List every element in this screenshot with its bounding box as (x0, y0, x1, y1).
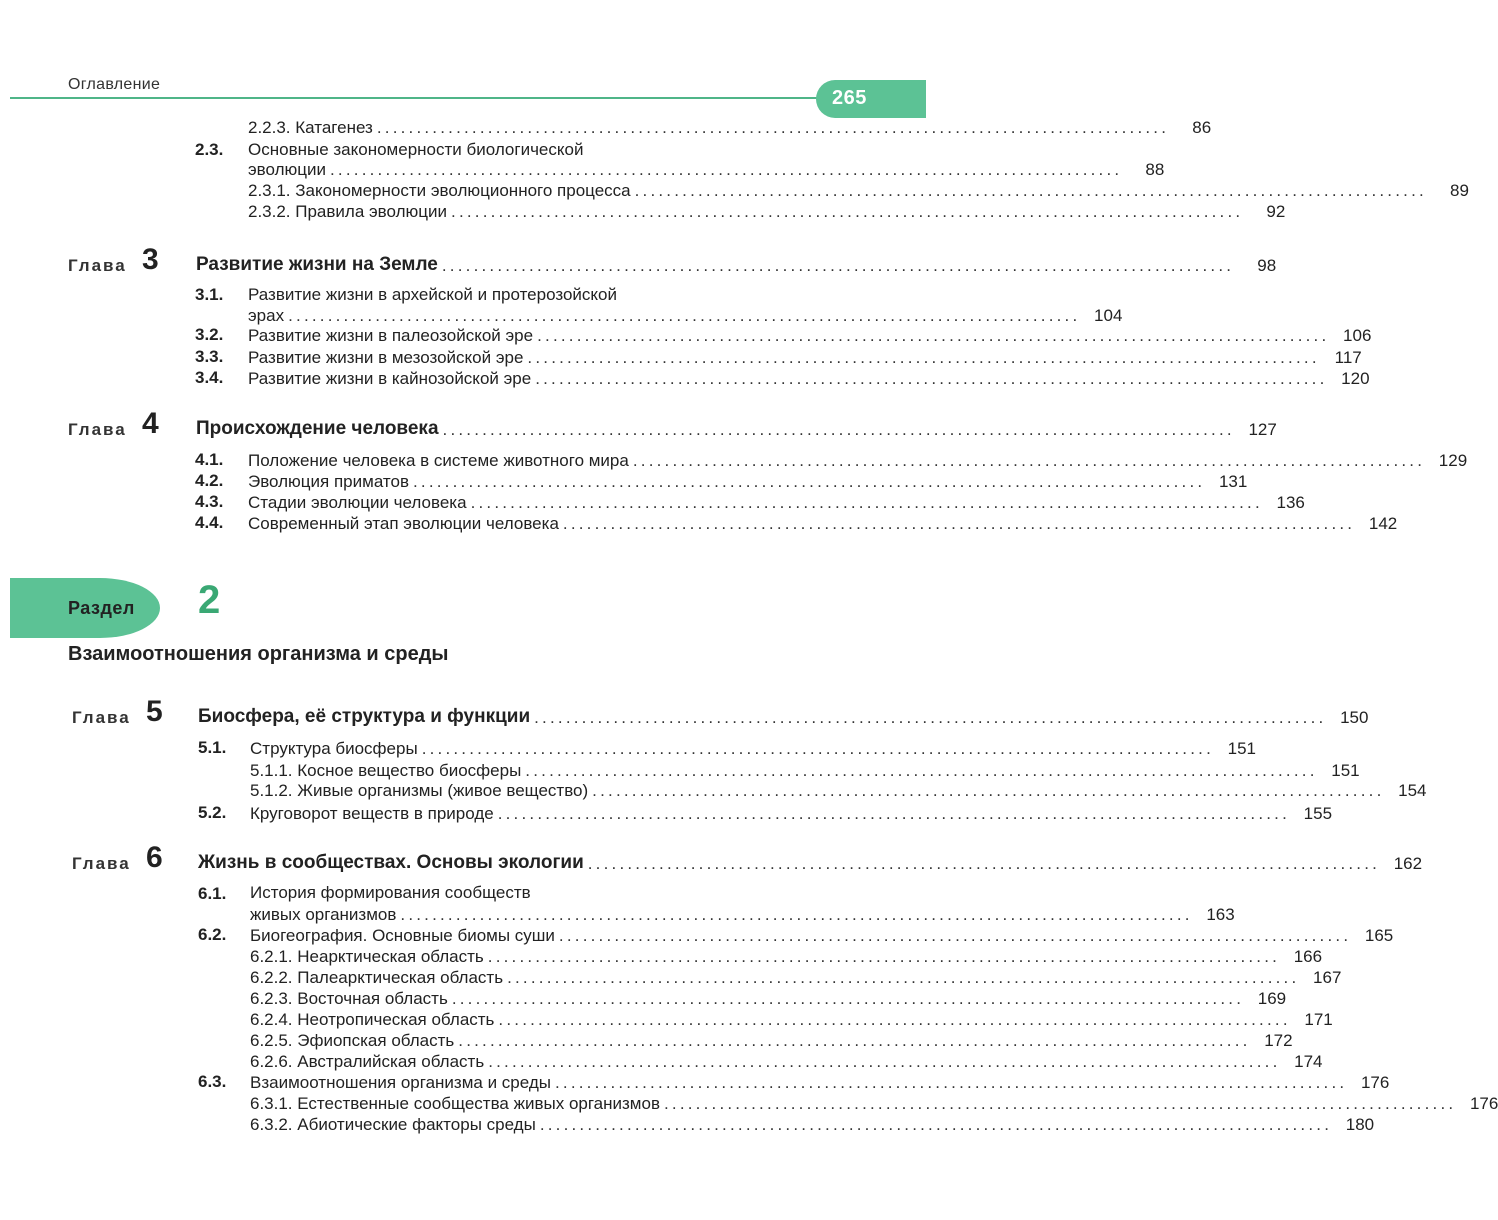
toc-entry[interactable] (250, 737, 1257, 759)
toc-entry-page: 154 (1398, 781, 1427, 800)
toc-entry-page: 165 (1364, 926, 1394, 945)
chapter-entry[interactable] (198, 702, 1369, 728)
toc-entry-title: Стадии эволюции человека (248, 493, 467, 512)
toc-entry-number: 6.2. (198, 925, 227, 944)
dot-leader: .................................................................................................... (451, 202, 1244, 221)
dot-leader: .................................................................................................... (537, 326, 1330, 345)
dot-leader: .................................................................................................... (497, 804, 1291, 823)
chapter-label: Глава (72, 854, 131, 873)
toc-entry-title: 6.2.6. Австралийская область (250, 1052, 485, 1071)
toc-entry[interactable] (250, 924, 1394, 946)
toc-entry-title: 5.1.1. Косное вещество биосферы (250, 761, 522, 780)
chapter-entry[interactable] (196, 250, 1277, 276)
toc-entry[interactable] (250, 1071, 1390, 1093)
toc-entry-number: 3.2. (195, 325, 224, 344)
dot-leader: .................................................................................................... (451, 989, 1245, 1008)
toc-entry-page: 129 (1438, 451, 1468, 470)
section-number: 2 (198, 578, 221, 622)
dot-leader: .................................................................................................... (634, 181, 1427, 200)
toc-entry-number: 6.1. (198, 884, 227, 903)
dot-leader: .................................................................................................... (663, 1094, 1457, 1113)
toc-entry-number: 2.3. (195, 140, 224, 159)
toc-entry[interactable] (248, 158, 1165, 180)
toc-entry-page: 180 (1345, 1115, 1375, 1134)
toc-entry[interactable] (250, 1050, 1323, 1072)
chapter-entry[interactable] (196, 414, 1277, 440)
toc-entry-title: 2.3.1. Закономерности эволюционного процесса (248, 181, 631, 200)
toc-entry[interactable] (248, 470, 1248, 492)
toc-entry-page: 163 (1206, 905, 1235, 924)
toc-entry-number: 4.2. (195, 471, 224, 490)
section-label: Раздел (68, 598, 135, 618)
chapter-title: Жизнь в сообществах. Основы экологии (198, 852, 584, 873)
toc-entry-page: 151 (1331, 761, 1360, 780)
toc-entry-title: 6.3.2. Абиотические факторы среды (250, 1115, 536, 1134)
dot-leader: .................................................................................................... (632, 451, 1426, 470)
dot-leader: .................................................................................................... (498, 1010, 1291, 1029)
toc-entry-page: 92 (1266, 202, 1286, 221)
toc-entry-page: 171 (1304, 1010, 1333, 1029)
chapter-number: 4 (142, 407, 159, 440)
chapter-title: Происхождение человека (196, 418, 439, 439)
toc-entry-title: 6.2.4. Неотропическая область (250, 1010, 495, 1029)
toc-entry-page: 172 (1264, 1031, 1293, 1050)
dot-leader: .................................................................................................... (488, 1052, 1281, 1071)
toc-entry[interactable] (248, 304, 1123, 326)
dot-leader: .................................................................................................... (592, 781, 1385, 800)
toc-entry-number: 4.1. (195, 450, 224, 469)
toc-entry-title[interactable]: Развитие жизни в архейской и протерозойской (248, 285, 617, 304)
toc-entry-title: 6.3.1. Естественные сообщества живых организмов (250, 1094, 660, 1113)
toc-entry-title: 5.1.2. Живые организмы (живое вещество) (250, 781, 589, 800)
dot-leader: .................................................................................................... (330, 160, 1123, 179)
toc-entry-title: эрах (248, 306, 285, 325)
chapter-number: 5 (146, 695, 163, 728)
chapter-title: Биосфера, её структура и функции (198, 706, 531, 727)
toc-entry[interactable] (250, 1008, 1333, 1030)
toc-entry-title: Круговорот веществ в природе (250, 804, 494, 823)
toc-entry[interactable] (248, 449, 1468, 471)
chapter-label: Глава (68, 256, 127, 275)
dot-leader: .................................................................................................... (487, 947, 1281, 966)
toc-entry-title: Взаимоотношения организма и среды (250, 1073, 551, 1092)
toc-entry-page: 176 (1469, 1094, 1498, 1113)
toc-entry-number: 5.2. (198, 803, 227, 822)
toc-entry[interactable] (250, 1029, 1293, 1051)
dot-leader: .................................................................................................... (562, 514, 1356, 533)
toc-entry-title: Развитие жизни в палеозойской эре (248, 326, 534, 345)
toc-entry-title: Структура биосферы (250, 739, 418, 758)
toc-entry-title: 2.3.2. Правила эволюции (248, 202, 448, 221)
toc-entry-title: Развитие жизни в мезозойской эре (248, 348, 524, 367)
toc-entry[interactable] (250, 987, 1287, 1009)
dot-leader: .................................................................................................... (288, 306, 1081, 325)
toc-entry-number: 4.4. (195, 513, 224, 532)
page-number: 265 (832, 87, 867, 109)
chapter-number: 6 (146, 841, 163, 874)
toc-entry-number: 6.3. (198, 1072, 227, 1091)
dot-leader: .................................................................................................... (534, 708, 1327, 727)
dot-leader: .................................................................................................... (525, 761, 1318, 780)
toc-entry-page: 176 (1360, 1073, 1390, 1092)
chapter-page: 98 (1257, 256, 1277, 275)
dot-leader: .................................................................................................... (376, 118, 1170, 137)
chapter-page: 162 (1393, 854, 1423, 873)
toc-entry-number: 5.1. (198, 738, 227, 757)
toc-entry-page: 169 (1257, 989, 1287, 1008)
toc-entry-page: 104 (1094, 306, 1123, 325)
toc-entry-page: 142 (1368, 514, 1398, 533)
chapter-label: Глава (68, 420, 127, 439)
toc-entry[interactable] (248, 200, 1286, 222)
chapter-label: Глава (72, 708, 131, 727)
toc-entry-page: 174 (1294, 1052, 1323, 1071)
toc-entry-title: Биогеография. Основные биомы суши (250, 926, 555, 945)
toc-entry-title: Эволюция приматов (248, 472, 409, 491)
toc-entry[interactable] (248, 491, 1305, 513)
toc-entry-page: 166 (1293, 947, 1323, 966)
toc-entry[interactable] (250, 759, 1360, 781)
toc-entry-title: 6.2.1. Неарктическая область (250, 947, 484, 966)
toc-entry-page: 131 (1218, 472, 1248, 491)
toc-entry-page: 155 (1303, 804, 1333, 823)
toc-entry[interactable] (250, 1092, 1498, 1114)
toc-entry-number: 4.3. (195, 492, 224, 511)
toc-entry-title: Современный этап эволюции человека (248, 514, 559, 533)
dot-leader: .................................................................................................... (421, 739, 1215, 758)
chapter-number: 3 (142, 243, 159, 276)
toc-entry-page: 117 (1334, 348, 1362, 367)
toc-entry-page: 167 (1313, 968, 1342, 987)
toc-entry[interactable] (248, 324, 1372, 346)
toc-entry-page: 136 (1276, 493, 1305, 512)
dot-leader: .................................................................................................... (554, 1073, 1348, 1092)
toc-entry-title: 2.2.3. Катагенез (248, 118, 373, 137)
running-header-title: Оглавление (68, 76, 161, 93)
toc-entry-title[interactable]: Основные закономерности биологической (248, 140, 584, 159)
toc-entry[interactable] (250, 779, 1427, 801)
dot-leader: .................................................................................................... (539, 1115, 1333, 1134)
toc-entry-page: 88 (1145, 160, 1165, 179)
toc-entry-title: 6.2.5. Эфиопская область (250, 1031, 455, 1050)
toc-entry[interactable] (248, 116, 1212, 138)
toc-entry-page: 86 (1192, 118, 1212, 137)
toc-entry[interactable] (248, 346, 1362, 368)
toc-entry[interactable] (250, 945, 1323, 967)
toc-entry-number: 3.3. (195, 347, 224, 366)
header-rule (10, 97, 850, 99)
dot-leader: .................................................................................................... (558, 926, 1352, 945)
dot-leader: .................................................................................................... (507, 968, 1300, 987)
dot-leader: .................................................................................................... (587, 854, 1381, 873)
dot-leader: .................................................................................................... (535, 369, 1328, 388)
dot-leader: .................................................................................................... (527, 348, 1320, 367)
toc-entry-title: живых организмов (250, 905, 397, 924)
toc-entry-title[interactable]: История формирования сообществ (250, 883, 531, 902)
toc-entry-title: 6.2.2. Палеарктическая область (250, 968, 504, 987)
dot-leader: .................................................................................................... (400, 905, 1193, 924)
toc-entry[interactable] (248, 512, 1398, 534)
dot-leader: .................................................................................................... (412, 472, 1206, 491)
toc-entry-title: эволюции (248, 160, 326, 179)
dot-leader: .................................................................................................... (442, 420, 1235, 439)
toc-entry[interactable] (250, 966, 1342, 988)
toc-entry[interactable] (250, 1113, 1375, 1135)
toc-entry[interactable] (250, 802, 1333, 824)
chapter-title: Развитие жизни на Земле (196, 254, 438, 275)
dot-leader: .................................................................................................... (458, 1031, 1251, 1050)
dot-leader: .................................................................................................... (441, 256, 1235, 275)
toc-entry[interactable] (250, 903, 1235, 925)
toc-entry-title: 6.2.3. Восточная область (250, 989, 448, 1008)
chapter-page: 127 (1248, 420, 1277, 439)
toc-entry-page: 120 (1341, 369, 1370, 388)
section-title[interactable]: Взаимоотношения организма и среды (68, 643, 449, 665)
toc-entry[interactable] (248, 367, 1370, 389)
toc-entry-title: Развитие жизни в кайнозойской эре (248, 369, 532, 388)
dot-leader: .................................................................................................... (470, 493, 1263, 512)
toc-entry-number: 3.1. (195, 285, 224, 304)
toc-entry-number: 3.4. (195, 368, 224, 387)
toc-entry[interactable] (248, 179, 1469, 201)
toc-entry-page: 89 (1450, 181, 1469, 200)
toc-entry-title: Положение человека в системе животного мира (248, 451, 629, 470)
chapter-entry[interactable] (198, 848, 1423, 874)
chapter-page: 150 (1340, 708, 1369, 727)
toc-entry-page: 151 (1227, 739, 1257, 758)
toc-entry-page: 106 (1343, 326, 1372, 345)
